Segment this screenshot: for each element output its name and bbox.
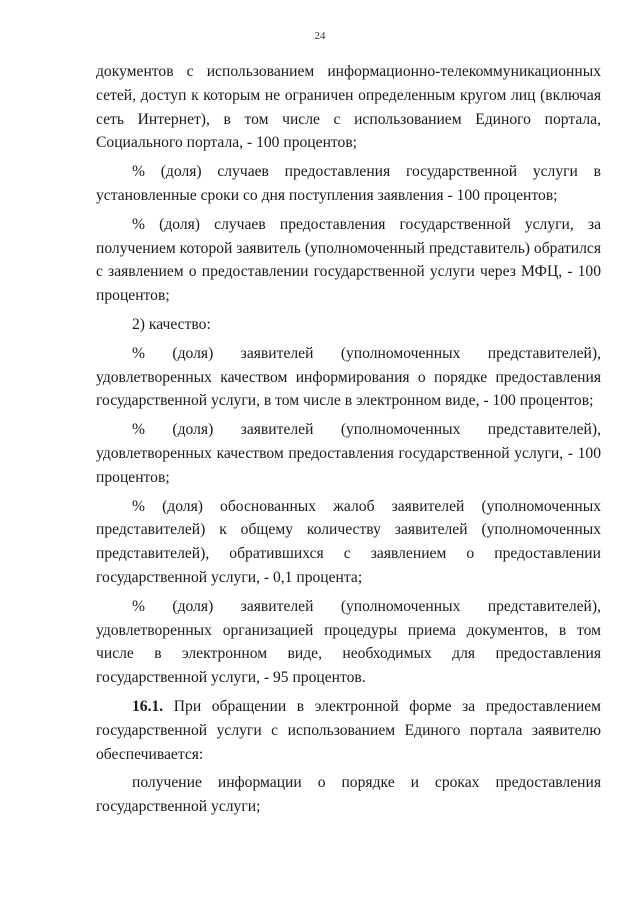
section-number: 16.1. <box>132 697 164 715</box>
paragraph-service-quality: % (доля) заявителей (уполномоченных представителей), удовлетворенных качеством предоставления государственной услуги, - 100 процентов; <box>96 421 601 486</box>
paragraph-section-16-1 <box>96 695 601 766</box>
paragraph-informing-quality: % (доля) заявителей (уполномоченных представителей), удовлетворенных качеством информирования о порядке предоставления государственной услуги, в том числе в электронном виде, - 100 процентов; <box>96 344 601 410</box>
paragraph-mfc-service: % (доля) случаев предоставления государственной услуги, за получением которой заявитель (уполномоченный представитель) обратился с заявлением о предоставлении государственной услуги через МФЦ, - 100 процентов; <box>96 215 601 305</box>
paragraph-documents-internet: документов с использованием информационно-телекоммуникационных сетей, доступ к которым не ограничен определенным кругом лиц (включая сеть Интернет), в том числе с использованием Единого портала, Социального портала, - 100 процентов; <box>96 63 601 152</box>
paragraph-quality-heading: 2) качество: <box>132 315 211 333</box>
document-body <box>96 60 601 824</box>
paragraph-document-reception: % (доля) заявителей (уполномоченных представителей), удовлетворенных организацией процедуры приема документов, в том числе в электронном виде, необходимых для предоставления государственной услуги, - 95 процентов. <box>96 597 601 687</box>
paragraph-complaints: % (доля) обоснованных жалоб заявителей (уполномоченных представителей) к общему количеству заявителей (уполномоченных представителей), обратившихся с заявлением о предоставлении государственной услуги, - 0,1 процента; <box>96 497 601 586</box>
paragraph-information-receipt: получение информации о порядке и сроках предоставления государственной услуги; <box>96 774 601 816</box>
section-text: При обращении в электронной форме за предоставлением государственной услуги с использованием Единого портала заявителю обеспечивается: <box>96 697 601 763</box>
page-number: 24 <box>314 30 326 42</box>
paragraph-timely-service: % (доля) случаев предоставления государственной услуги в установленные сроки со дня поступления заявления - 100 процентов; <box>96 163 601 204</box>
